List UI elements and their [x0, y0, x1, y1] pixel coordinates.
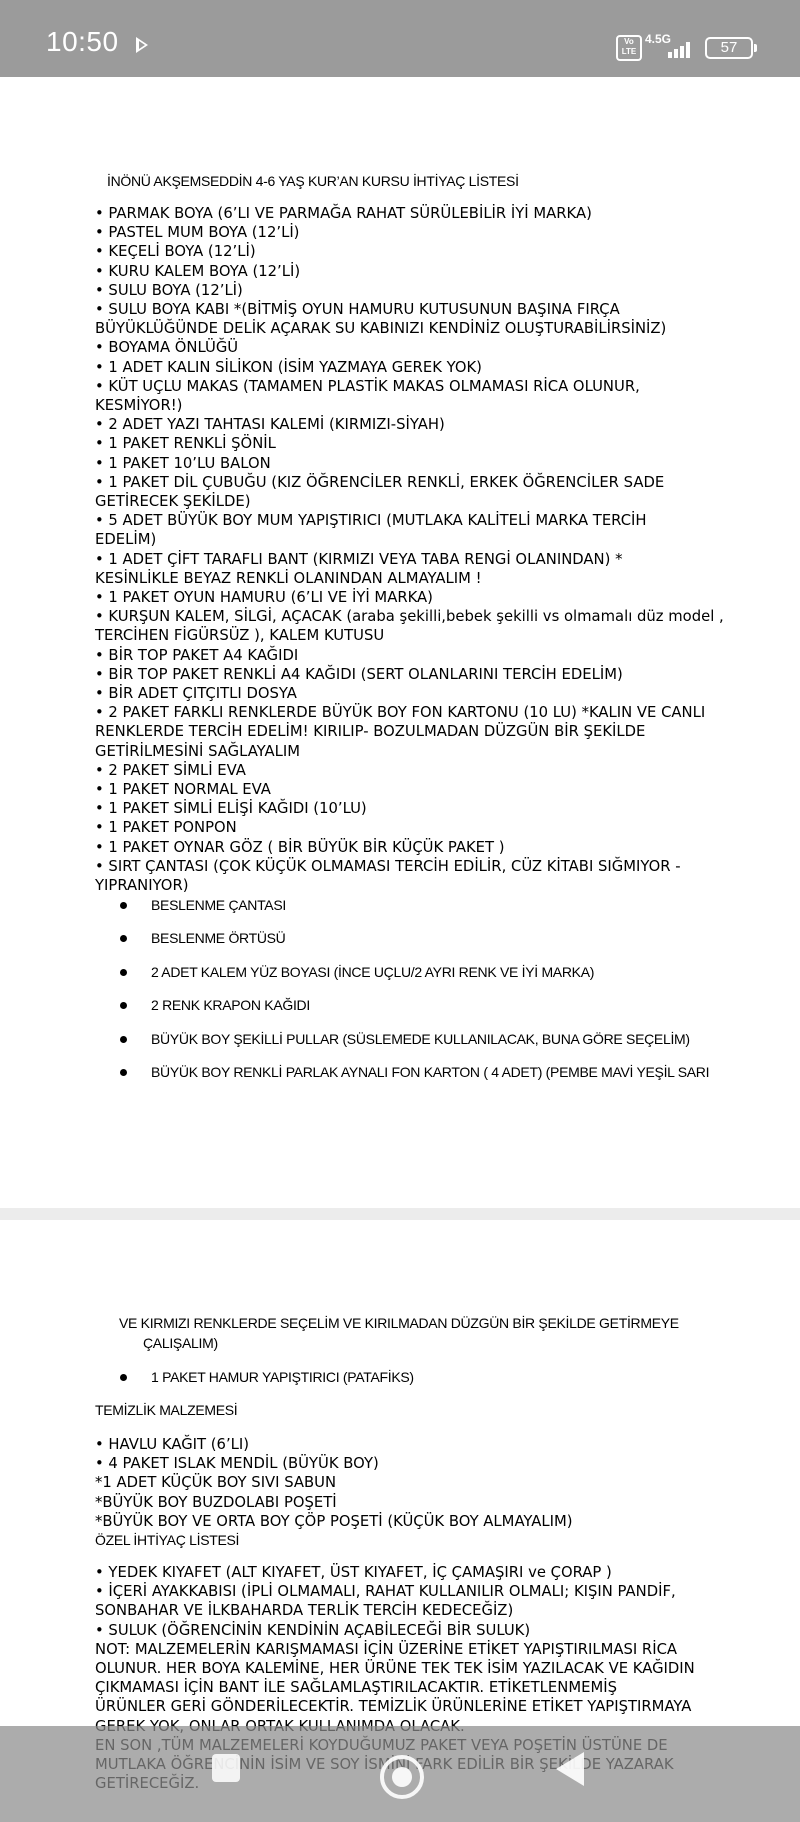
recents-button[interactable]	[212, 1754, 240, 1782]
list-line: • 2 PAKET FARKLI RENKLERDE BÜYÜK BOY FON KARTONU (10 LU) *KALIN VE CANLI	[95, 704, 706, 722]
status-time: 10:50	[46, 26, 119, 57]
list-line: • SULU BOYA (12’Lİ)	[95, 281, 243, 299]
doc-title: İNÖNÜ AKŞEMSEDDİN 4-6 YAŞ KUR’AN KURSU İHTİYAÇ LİSTESİ	[107, 173, 519, 189]
cleaning-heading: TEMİZLİK MALZEMESİ	[95, 1402, 238, 1418]
list-line: • KEÇELİ BOYA (12’Lİ)	[95, 243, 256, 261]
list-line: • KURU KALEM BOYA (12’Lİ)	[95, 262, 301, 280]
list-line: • 1 PAKET NORMAL EVA	[95, 781, 271, 798]
list-line: KESİNLİKLE BEYAZ RENKLİ OLANINDAN ALMAYALIM !	[95, 569, 482, 587]
bullet-dot	[120, 1002, 127, 1009]
list-line: • İÇERİ AYAKKABISI (İPLİ OLMAMALI, RAHAT KULLANILIR OLMALI; KIŞIN PANDİF,	[95, 1583, 676, 1601]
list-line: • 4 PAKET ISLAK MENDİL (BÜYÜK BOY)	[95, 1455, 379, 1473]
list-line: • BOYAMA ÖNLÜĞÜ	[95, 339, 239, 357]
bullet-item: 2 RENK KRAPON KAĞIDI	[151, 997, 310, 1014]
bullet-dot	[120, 1069, 127, 1076]
list-line: • BİR TOP PAKET A4 KAĞIDI	[95, 646, 299, 664]
bullet-dot	[120, 969, 127, 976]
bullet-item: BÜYÜK BOY RENKLİ PARLAK AYNALI FON KARTON ( 4 ADET) (PEMBE MAVİ YEŞİL SARI	[151, 1064, 710, 1080]
volte-icon: Vo LTE	[616, 35, 642, 61]
bullet-dot	[120, 1374, 127, 1381]
list-line: • 1 ADET KALIN SİLİKON (İSİM YAZMAYA GEREK YOK)	[95, 358, 482, 376]
list-line: • 1 PAKET RENKLİ ŞÖNİL	[95, 435, 276, 453]
list-line: • BİR TOP PAKET RENKLİ A4 KAĞIDI (SERT OLANLARINI TERCİH EDELİM)	[95, 665, 623, 683]
list-line: • 2 PAKET SİMLİ EVA	[95, 761, 246, 779]
list-line: • PARMAK BOYA (6’LI VE PARMAĞA RAHAT SÜRÜLEBİLİR İYİ MARKA)	[95, 205, 592, 222]
bullet-item: BESLENME ÖRTÜSÜ	[151, 930, 286, 947]
bullet-item: BESLENME ÇANTASI	[151, 897, 286, 913]
list-line: • 1 PAKET PONPON	[95, 819, 237, 837]
bullet-item: 2 ADET KALEM YÜZ BOYASI (İNCE UÇLU/2 AYRI RENK VE İYİ MARKA)	[151, 963, 595, 980]
list-line: EDELİM)	[95, 531, 157, 549]
list-line: NOT: MALZEMELERİN KARIŞMAMASI İÇİN ÜZERİNE ETİKET YAPIŞTIRILMASI RİCA	[95, 1640, 678, 1658]
list-line: • 1 PAKET DİL ÇUBUĞU (KIZ ÖĞRENCİLER RENKLİ, ERKEK ÖĞRENCİLER SADE	[95, 473, 665, 491]
back-button[interactable]	[556, 1752, 584, 1786]
network-type: 4.5G	[645, 32, 672, 46]
list-line: OLUNUR. HER BOYA KALEMİNE, HER ÜRÜNE TEK TEK İSİM YAZILACAK VE KAĞIDIN	[95, 1660, 695, 1677]
list-line: *BÜYÜK BOY BUZDOLABI POŞETİ	[95, 1493, 337, 1511]
home-button[interactable]	[380, 1755, 424, 1799]
list-line: KESMİYOR!)	[95, 397, 183, 414]
list-line: • SULU BOYA KABI *(BİTMİŞ OYUN HAMURU KUTUSUNUN BAŞINA FIRÇA	[95, 301, 620, 318]
list-line: *1 ADET KÜÇÜK BOY SIVI SABUN	[95, 1474, 337, 1492]
special-heading: ÖZEL İHTİYAÇ LİSTESİ	[95, 1532, 240, 1548]
list-line: • SIRT ÇANTASI (ÇOK KÜÇÜK OLMAMASI TERCİH EDİLİR, CÜZ KİTABI SIĞMIYOR -	[95, 857, 681, 875]
list-line: • 5 ADET BÜYÜK BOY MUM YAPIŞTIRICI (MUTLAKA KALİTELİ MARKA TERCİH	[95, 512, 647, 530]
page2-bullet: 1 PAKET HAMUR YAPIŞTIRICI (PATAFİKS)	[151, 1369, 414, 1385]
play-icon	[136, 37, 148, 53]
bullet-dot	[120, 935, 127, 942]
list-line: *BÜYÜK BOY VE ORTA BOY ÇÖP POŞETİ (KÜÇÜK BOY ALMAYALIM)	[95, 1512, 573, 1530]
list-line: GETİRECEK ŞEKİLDE)	[95, 493, 251, 510]
list-line: YIPRANIYOR)	[95, 877, 189, 894]
list-line: GETİRİLMESİNİ SAĞLAYALIM	[95, 742, 301, 760]
list-line: ÜRÜNLER GERİ GÖNDERİLECEKTİR. TEMİZLİK ÜRÜNLERİNE ETİKET YAPIŞTIRMAYA	[95, 1698, 692, 1716]
list-line: • KÜT UÇLU MAKAS (TAMAMEN PLASTİK MAKAS OLMAMASI RİCA OLUNUR,	[95, 377, 640, 395]
list-line: • 1 PAKET 10’LU BALON	[95, 454, 271, 472]
list-line: SONBAHAR VE İLKBAHARDA TERLİK TERCİH KEDECEĞİZ)	[95, 1602, 514, 1620]
continuation-line-2: ÇALIŞALIM)	[143, 1335, 218, 1351]
list-line: • BİR ADET ÇITÇITLI DOSYA	[95, 685, 297, 702]
list-line: • 1 ADET ÇİFT TARAFLI BANT (KIRMIZI VEYA TABA RENGİ OLANINDAN) *	[95, 550, 623, 568]
list-line: • SULUK (ÖĞRENCİNİN KENDİNİN AÇABİLECEĞİ BİR SULUK)	[95, 1621, 531, 1639]
status-bar	[0, 0, 800, 77]
list-line: • 1 PAKET SİMLİ ELİŞİ KAĞIDI (10’LU)	[95, 800, 367, 818]
list-line: • 1 PAKET OYNAR GÖZ ( BİR BÜYÜK BİR KÜÇÜK PAKET )	[95, 838, 505, 856]
bullet-dot	[120, 902, 127, 909]
battery-icon: 57	[705, 37, 753, 59]
list-line: • 1 PAKET OYUN HAMURU (6’LI VE İYİ MARKA)	[95, 589, 433, 606]
list-line: BÜYÜKLÜĞÜNDE DELİK AÇARAK SU KABINIZI KENDİNİZ OLUŞTURABİLİRSİNİZ)	[95, 320, 667, 338]
list-line: TERCİHEN FİGÜRSÜZ ), KALEM KUTUSU	[95, 627, 385, 645]
page-separator	[0, 1208, 800, 1220]
list-line: • KURŞUN KALEM, SİLGİ, AÇACAK (araba şekilli,bebek şekilli vs olmamalı düz model ,	[95, 608, 724, 626]
list-line: • YEDEK KIYAFET (ALT KIYAFET, ÜST KIYAFET, İÇ ÇAMAŞIRI ve ÇORAP )	[95, 1564, 612, 1581]
list-line: • HAVLU KAĞIT (6’LI)	[95, 1436, 250, 1453]
bullet-item: BÜYÜK BOY ŞEKİLLİ PULLAR (SÜSLEMEDE KULLANILACAK, BUNA GÖRE SEÇELİM)	[151, 1030, 690, 1047]
bullet-dot	[120, 1036, 127, 1043]
list-line: ÇIKMAMASI İÇİN BANT İLE SAĞLAMLAŞTIRILACAKTIR. ETİKETLENMEMİŞ	[95, 1679, 617, 1697]
continuation-line-1: VE KIRMIZI RENKLERDE SEÇELİM VE KIRILMADAN DÜZGÜN BİR ŞEKİLDE GETİRMEYE	[119, 1315, 679, 1331]
list-line: • 2 ADET YAZI TAHTASI KALEMİ (KIRMIZI-SİYAH)	[95, 416, 445, 434]
list-line: • PASTEL MUM BOYA (12’Lİ)	[95, 224, 300, 242]
signal-icon	[654, 38, 694, 58]
list-line: RENKLERDE TERCİH EDELİM! KIRILIP- BOZULMADAN DÜZGÜN BİR ŞEKİLDE	[95, 723, 646, 741]
